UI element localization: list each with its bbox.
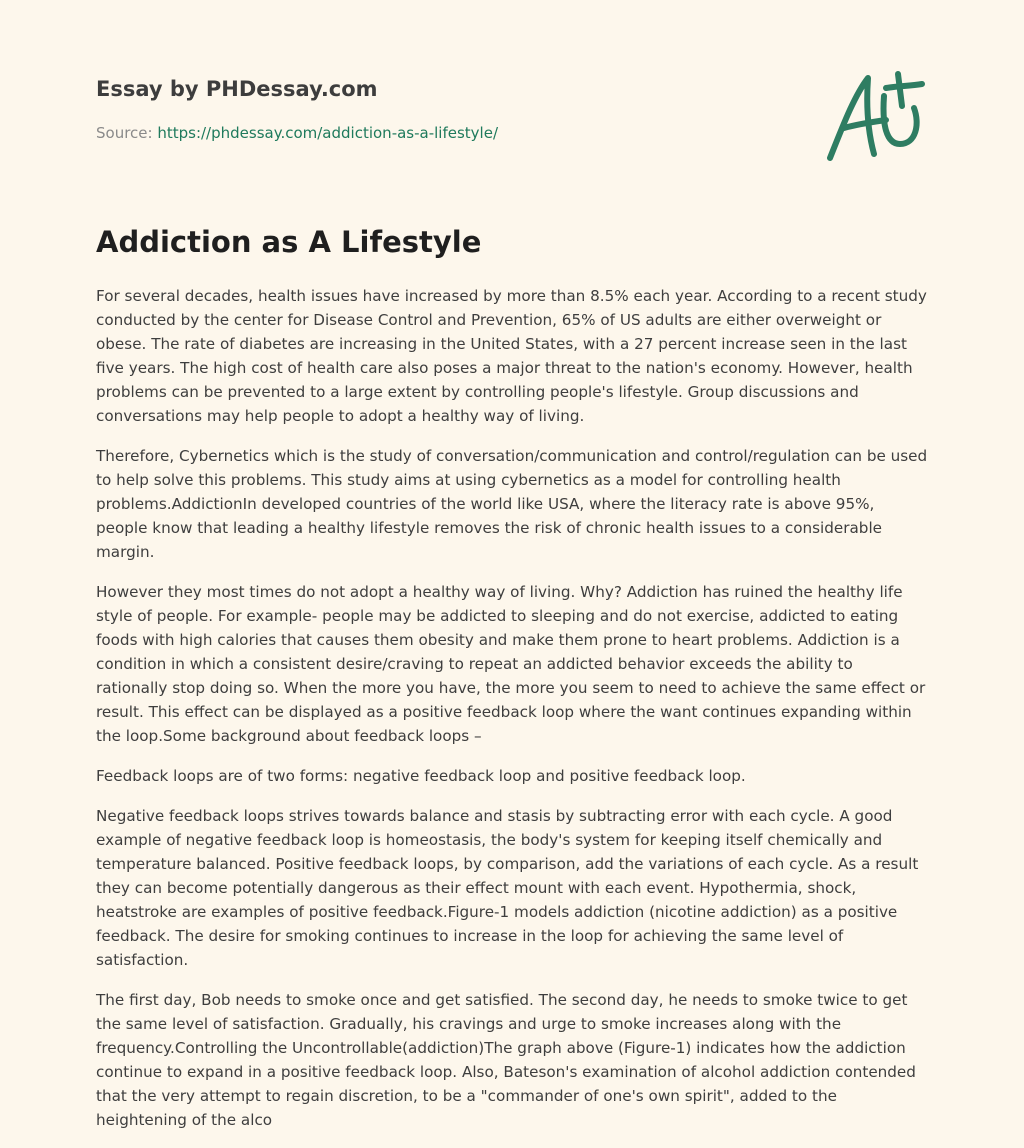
a-plus-logo-icon [824,66,928,166]
paragraph: Feedback loops are of two forms: negative feedback loop and positive feedback loop. [96,767,746,785]
essay-title: Addiction as A Lifestyle [96,225,482,259]
paragraph: Therefore, Cybernetics which is the study of conversation/communication and control/regulation can be used to help solve this problems. This study aims at using cybernetics as a model for controlling health problems.AddictionIn developed countries of the world like USA, where the literacy rate is above 95%, people know that leading a healthy lifestyle removes the risk of chronic health issues to a considerable margin. [96,447,928,561]
paragraph: However they most times do not adopt a healthy way of living. Why? Addiction has ruined the healthy life style of people. For example- people may be addicted to sleeping and do not exercise, addicted to eating foods with high calories that causes them obesity and make them prone to heart problems. Addiction is a condition in which a consistent desire/craving to repeat an addicted behavior exceeds the ability to rationally stop doing so. When the more you have, the more you seem to need to achieve the same effect or result. This effect can be displayed as a positive feedback loop where the want continues expanding within the loop.Some background about feedback loops – [96,583,926,745]
essay-page [96,0,928,1129]
essay-header [96,0,928,210]
brand-title: Essay by PHDessay.com [96,77,378,101]
paragraph: For several decades, health issues have increased by more than 8.5% each year. According to a recent study conducted by the center for Disease Control and Prevention, 65% of US adults are either overweight or obese. The rate of diabetes are increasing in the United States, with a 27 percent increase seen in the last five years. The high cost of health care also poses a major threat to the nation's economy. However, health problems can be prevented to a large extent by controlling people's lifestyle. Group discussions and conversations may help people to adopt a healthy way of living. [96,287,927,425]
essay-body [96,284,928,1148]
source-label: Source: [96,124,158,142]
paragraph: Negative feedback loops strives towards balance and stasis by subtracting error with each cycle. A good example of negative feedback loop is homeostasis, the body's system for keeping itself chemically and temperature balanced. Positive feedback loops, by comparison, add the variations of each cycle. As a result they can become potentially dangerous as their effect mount with each event. Hypothermia, shock, heatstroke are examples of positive feedback.Figure-1 models addiction (nicotine addiction) as a positive feedback. The desire for smoking continues to increase in the loop for achieving the same level of satisfaction. [96,807,919,969]
source-link[interactable]: https://phdessay.com/addiction-as-a-lifestyle/ [157,124,498,142]
source-line [96,124,498,142]
paragraph: The first day, Bob needs to smoke once and get satisfied. The second day, he needs to smoke twice to get the same level of satisfaction. Gradually, his cravings and urge to smoke increases along with the frequency.Controlling the Uncontrollable(addiction)The graph above (Figure-1) indicates how the addiction continue to expand in a positive feedback loop. Also, Bateson's examination of alcohol addiction contended that the very attempt to regain discretion, to be a "commander of one's own spirit", added to the heightening of the alco [96,991,916,1129]
